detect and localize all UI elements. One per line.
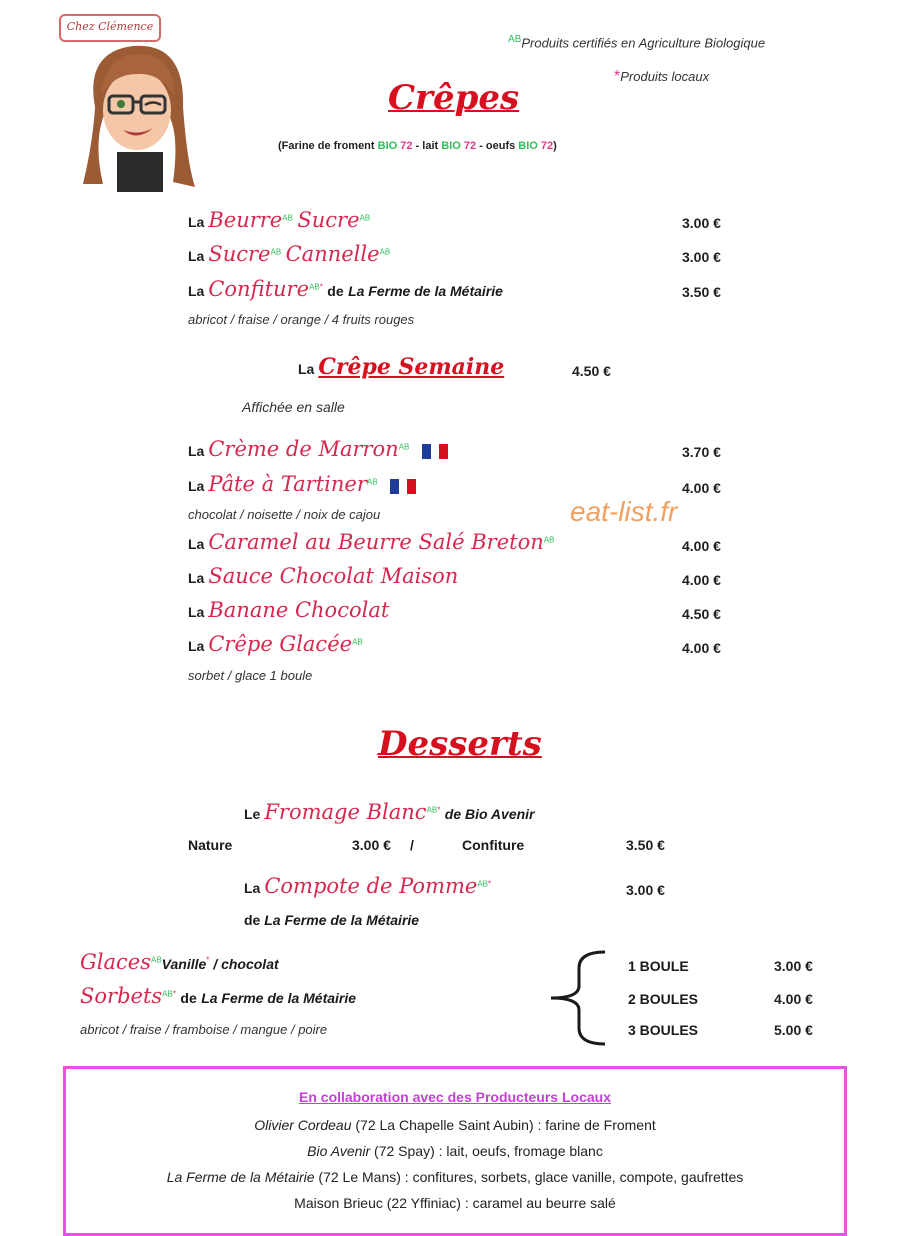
item-from: de — [180, 990, 197, 1006]
item-price: 4.00 € — [682, 538, 721, 554]
item-article: La — [188, 478, 205, 494]
avatar-icon — [55, 12, 215, 192]
subtitle-num: 72 — [400, 140, 413, 152]
collab-row — [66, 1169, 844, 1185]
ab-mark: AB — [352, 637, 363, 647]
menu-item-banane-chocolat — [188, 598, 389, 622]
menu-item-beurre-sucre — [188, 208, 370, 232]
item-price: 3.00 € — [626, 882, 665, 898]
crepes-subtitle — [278, 140, 557, 152]
producer-detail: Maison Brieuc (22 Yffiniac) : caramel au beurre salé — [294, 1195, 616, 1211]
item-description: Affichée en salle — [242, 399, 345, 415]
ab-mark: AB — [162, 989, 173, 999]
item-price: 4.00 € — [682, 480, 721, 496]
item-price: 4.50 € — [682, 606, 721, 622]
item-price: 3.50 € — [682, 284, 721, 300]
item-price: 3.70 € — [682, 444, 721, 460]
item-from: de Bio Avenir — [444, 806, 535, 822]
item-flavor: / chocolat — [209, 956, 279, 972]
item-price: 3.00 € — [682, 249, 721, 265]
item-name: Crêpe Glacée — [208, 632, 353, 656]
item-price: 4.50 € — [572, 363, 611, 379]
item-name: Banane Chocolat — [208, 598, 390, 622]
local-mark: * — [172, 989, 176, 999]
item-price: 3.50 € — [626, 837, 665, 853]
menu-item-creme-marron — [188, 437, 448, 461]
boule-label: 2 BOULES — [628, 991, 699, 1007]
item-name: Fromage Blanc — [264, 800, 427, 824]
item-description: abricot / fraise / framboise / mangue / poire — [80, 1022, 328, 1037]
item-name: Beurre — [208, 208, 283, 232]
logo-badge: Chez Clémence — [59, 14, 161, 42]
menu-item-crepe-semaine — [298, 354, 504, 380]
item-name: Crème de Marron — [208, 437, 399, 461]
item-article: La — [188, 536, 205, 552]
ab-mark: AB — [508, 34, 522, 45]
ab-mark: AB — [150, 955, 162, 965]
subtitle-part: - oeufs — [476, 140, 519, 152]
ab-mark: AB — [477, 879, 488, 889]
brace-icon — [545, 948, 615, 1048]
producer-detail: (72 Le Mans) : confitures, sorbets, glace vanille, compote, gaufrettes — [314, 1169, 744, 1185]
item-article: La — [188, 214, 205, 230]
item-price: 4.00 € — [682, 572, 721, 588]
item-article: La — [188, 604, 205, 620]
item-article: La — [188, 638, 205, 654]
price-separator: / — [410, 837, 414, 853]
ab-mark: AB — [309, 282, 320, 292]
collab-row — [66, 1143, 844, 1159]
item-farm: La Ferme de la Métairie — [201, 990, 357, 1006]
boule-label: 3 BOULES — [628, 1022, 699, 1038]
menu-item-sucre-cannelle — [188, 242, 390, 266]
menu-item-sauce-chocolat — [188, 564, 458, 588]
producer-detail: (72 La Chapelle Saint Aubin) : farine de Froment — [351, 1117, 656, 1133]
menu-item-sorbets — [80, 984, 356, 1008]
item-name: Sauce Chocolat Maison — [208, 564, 459, 588]
subtitle-num: 72 — [540, 140, 554, 152]
subtitle-num: 72 — [463, 140, 477, 152]
item-article: La — [188, 443, 205, 459]
menu-item-confiture — [188, 277, 503, 301]
producer-name: Olivier Cordeau — [254, 1117, 352, 1133]
fromage-nature: Nature — [188, 837, 233, 853]
french-flag-icon — [422, 444, 448, 459]
item-name: Sorbets — [80, 984, 163, 1008]
subtitle-part: ) — [553, 140, 557, 152]
item-description: chocolat / noisette / noix de cajou — [188, 507, 381, 522]
ab-mark: AB — [282, 213, 293, 223]
item-name: Cannelle — [285, 242, 380, 266]
local-mark: * — [488, 879, 492, 889]
item-price: 4.00 € — [682, 640, 721, 656]
ab-mark: AB — [270, 247, 282, 257]
watermark: eat-list.fr — [570, 496, 678, 527]
collab-title: En collaboration avec des Producteurs Locaux — [299, 1089, 611, 1105]
producer-name: Bio Avenir — [307, 1143, 371, 1159]
subtitle-bio: BIO — [377, 140, 398, 152]
item-name: Sucre — [297, 208, 360, 232]
item-article: La — [188, 248, 205, 264]
menu-item-caramel — [188, 530, 554, 554]
ab-mark: AB — [426, 805, 438, 815]
collaboration-box — [63, 1066, 847, 1236]
item-article: La — [188, 283, 205, 299]
logo — [55, 12, 215, 192]
producer-detail: (72 Spay) : lait, oeufs, fromage blanc — [370, 1143, 603, 1159]
boule-label: 1 BOULE — [628, 958, 689, 974]
item-article: La — [188, 570, 205, 586]
item-price: 3.00 € — [352, 837, 391, 853]
ab-text: Produits certifiés en Agriculture Biologique — [521, 35, 766, 51]
menu-item-glaces — [80, 950, 279, 974]
ab-mark: AB — [366, 477, 378, 487]
item-name: Glaces — [80, 950, 151, 974]
ab-mark: AB — [379, 247, 391, 257]
local-mark: * — [319, 282, 323, 292]
item-description: abricot / fraise / orange / 4 fruits rouges — [188, 312, 415, 327]
compote-from — [244, 912, 419, 928]
menu-item-compote — [244, 874, 491, 898]
item-name: Confiture — [208, 277, 310, 301]
item-from: de — [244, 912, 261, 928]
desserts-title: Desserts — [378, 724, 542, 764]
item-farm: La Ferme de la Métairie — [264, 912, 420, 928]
item-price: 5.00 € — [774, 1022, 813, 1038]
local-mark: * — [437, 805, 441, 815]
collab-row — [66, 1195, 844, 1211]
item-flavor: Vanille — [161, 956, 207, 972]
collab-row — [66, 1117, 844, 1133]
ab-mark: AB — [543, 535, 555, 545]
producer-name: La Ferme de la Métairie — [166, 1169, 315, 1185]
item-article: La — [244, 880, 261, 896]
item-farm: La Ferme de la Métairie — [348, 283, 503, 299]
item-article: Le — [244, 806, 261, 822]
menu-item-fromage-blanc — [244, 800, 535, 824]
item-name: Caramel au Beurre Salé Breton — [208, 530, 544, 554]
item-name: Compote de Pomme — [264, 874, 478, 898]
french-flag-icon — [390, 479, 416, 494]
legend-local — [614, 68, 709, 86]
item-price: 3.00 € — [682, 215, 721, 231]
legend-ab — [508, 34, 765, 50]
item-name: Sucre — [208, 242, 271, 266]
item-description: sorbet / glace 1 boule — [188, 668, 313, 683]
fromage-confiture: Confiture — [462, 837, 525, 853]
ab-mark: AB — [398, 442, 410, 452]
item-price: 3.00 € — [774, 958, 813, 974]
subtitle-part: - lait — [412, 140, 442, 152]
local-text: Produits locaux — [620, 69, 710, 84]
item-name: Crêpe Semaine — [318, 354, 505, 380]
item-from: de — [327, 283, 344, 299]
item-article: La — [298, 361, 315, 377]
subtitle-bio: BIO — [518, 140, 538, 152]
crepes-title: Crêpes — [388, 78, 520, 118]
item-price: 4.00 € — [774, 991, 813, 1007]
item-name: Pâte à Tartiner — [208, 472, 367, 496]
ab-mark: AB — [359, 213, 371, 223]
menu-item-pate-tartiner — [188, 472, 416, 496]
subtitle-bio: BIO — [441, 140, 461, 152]
local-mark: * — [206, 955, 210, 965]
menu-item-crepe-glacee — [188, 632, 363, 656]
local-mark: * — [614, 68, 621, 85]
subtitle-part: (Farine de froment — [278, 140, 378, 152]
